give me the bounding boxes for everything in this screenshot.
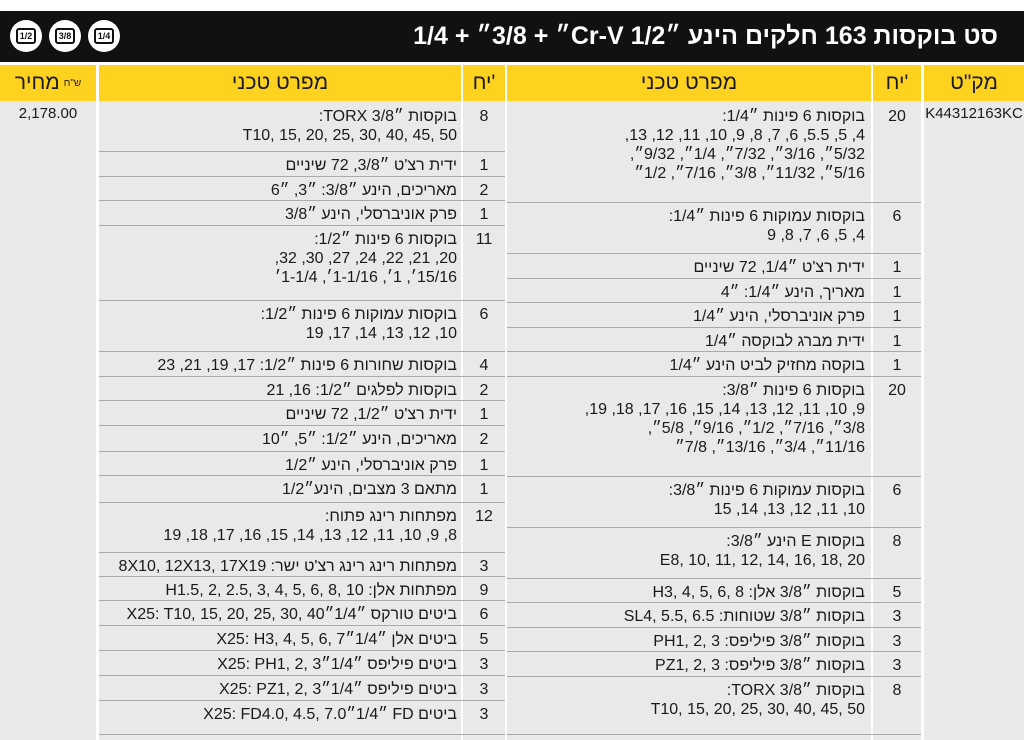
item-spec: בוקסות E הינע ״3/8: E8, 10, 11, 12, 14, 16, 18, 20	[659, 533, 865, 569]
table-row	[507, 377, 921, 477]
sku-header: מק"ט	[924, 65, 1024, 101]
table-row	[507, 352, 921, 377]
table-row	[99, 577, 505, 601]
item-spec: בוקסות 6 פינות ״1/4: 4, 5, 5.5, 6, 7, 8, 9, 10, 11, 12, 13, 5/32״, 3/16״, 7/32״, 1/4״, 9/32״, 5/16״, 11/32״, 3/8״, 7/16״, 1/2״	[624, 108, 865, 182]
table-row	[99, 377, 505, 401]
item-spec: מאריכים, הינע ״1/2: ״5, ״10	[261, 431, 457, 448]
item-quantity: 1	[892, 259, 902, 276]
drive-badge-icon: 1/4	[88, 20, 120, 52]
table-row	[99, 103, 505, 152]
item-quantity: 20	[888, 382, 906, 399]
table-row	[507, 477, 921, 528]
item-quantity: 3	[892, 608, 902, 625]
table-row	[99, 352, 505, 377]
table-row	[99, 626, 505, 651]
table-row	[99, 503, 505, 553]
table-row	[507, 203, 921, 254]
table-row	[99, 152, 505, 177]
price-unit: ש"ח	[63, 77, 82, 89]
drive-size-badges	[10, 20, 120, 52]
item-quantity: 2	[479, 182, 489, 199]
table-row	[507, 579, 921, 603]
title-bar	[0, 11, 1024, 62]
item-quantity: 20	[888, 108, 906, 125]
table-row	[507, 328, 921, 352]
item-quantity: 3	[892, 633, 902, 650]
item-spec: פרק אוניברסלי, הינע ״1/2	[285, 457, 457, 474]
item-spec: ביטים טורקס ״1/4״X25: T10, 15, 20, 25, 30, 40	[126, 606, 457, 623]
item-quantity: 6	[479, 606, 489, 623]
item-quantity: 3	[479, 681, 489, 698]
item-quantity: 6	[479, 306, 489, 323]
price-header-label: מחיר	[14, 71, 60, 94]
table-row	[507, 677, 921, 735]
item-quantity: 1	[892, 308, 902, 325]
item-quantity: 12	[475, 508, 493, 525]
item-spec: מאריך, הינע ״1/4: ״4	[720, 284, 865, 301]
item-spec: מתאם 3 מצבים, הינע״1/2	[281, 481, 457, 498]
left-spec-header: מפרט טכני	[99, 65, 461, 101]
item-spec: ידית רצ'ט ״3/8, 72 שיניים	[285, 157, 457, 174]
drive-badge-icon: 1/2	[10, 20, 42, 52]
item-quantity: 5	[479, 631, 489, 648]
price-column	[0, 65, 96, 740]
table-row	[99, 401, 505, 426]
left-qty-header: יח'	[463, 65, 505, 101]
table-row	[99, 676, 505, 701]
item-quantity: 1	[479, 406, 489, 423]
item-spec: בוקסות שחורות 6 פינות ״1/2: 17, 19, 21, 23	[157, 357, 457, 374]
item-spec: ביטים אלן ״1/4״X25: H3, 4, 5, 6, 7	[216, 631, 457, 648]
item-spec: בוקסות עמוקות 6 פינות ״1/4: 4, 5, 6, 7, 8, 9	[668, 208, 865, 244]
item-spec: ידית מברג לבוקסה ״1/4	[704, 333, 865, 350]
item-quantity: 6	[892, 482, 902, 499]
right-qty-header: יח'	[873, 65, 921, 101]
table-row	[99, 651, 505, 676]
item-quantity: 1	[479, 457, 489, 474]
table-row	[507, 652, 921, 677]
item-spec: ביטים FD ״1/4״X25: FD4.0, 4.5, 7.0	[203, 706, 457, 723]
item-spec: פרק אוניברסלי, הינע ״3/8	[285, 206, 457, 223]
item-quantity: 5	[892, 584, 902, 601]
table-row	[507, 103, 921, 203]
item-quantity: 1	[892, 284, 902, 301]
item-quantity: 1	[479, 157, 489, 174]
item-quantity: 8	[892, 533, 902, 550]
item-quantity: 1	[479, 481, 489, 498]
table-row	[507, 303, 921, 328]
item-spec: בוקסות 6 פינות ״1/2: 20, 21, 22, 24, 27, 30, 32, 15/16׳, 1׳, 1-1/16׳, 1-1/4׳	[274, 231, 457, 286]
item-quantity: 11	[475, 231, 493, 248]
item-spec: בוקסה מחזיק לביט הינע ״1/4	[669, 357, 865, 374]
item-quantity: 3	[479, 558, 489, 575]
table-row	[507, 628, 921, 652]
table-row	[507, 603, 921, 628]
table-row	[99, 426, 505, 452]
sku-column	[924, 65, 1024, 740]
table-row	[99, 301, 505, 352]
item-spec: פרק אוניברסלי, הינע ״1/4	[693, 308, 865, 325]
item-spec: ידית רצ'ט ״1/2, 72 שיניים	[285, 406, 457, 423]
item-quantity: 1	[892, 333, 902, 350]
page-title: סט בוקסות 163 חלקים הינע ״Cr-V 1/2״ + 3/8״ + 1/4	[413, 22, 998, 50]
item-spec: בוקסות ״3/8 שטוחות: SL4, 5.5, 6.5	[623, 608, 865, 625]
table-row	[507, 254, 921, 279]
table-row	[99, 476, 505, 503]
item-spec: ידית רצ'ט ״1/4, 72 שיניים	[693, 259, 865, 276]
item-quantity: 1	[892, 357, 902, 374]
item-quantity: 1	[479, 206, 489, 223]
item-quantity: 4	[479, 357, 489, 374]
price-value: 2,178.00	[18, 105, 78, 122]
item-spec: בוקסות ״TORX 3/8: T10, 15, 20, 25, 30, 40, 45, 50	[242, 108, 457, 144]
sku-value: K44312163KC	[925, 105, 1023, 122]
item-quantity: 2	[479, 431, 489, 448]
drive-badge-icon: 3/8	[49, 20, 81, 52]
right-spec-header: מפרט טכני	[507, 65, 871, 101]
item-quantity: 9	[479, 582, 489, 599]
item-quantity: 8	[479, 108, 489, 125]
table-row	[507, 279, 921, 303]
table-row	[99, 701, 505, 735]
item-spec: מפתחות אלן: H1.5, 2, 2.5, 3, 4, 5, 6, 8, 10	[165, 582, 457, 599]
item-quantity: 3	[479, 656, 489, 673]
item-spec: בוקסות 6 פינות ״3/8: 9, 10, 11, 12, 13, 14, 15, 16, 17, 18, 19, 3/8״, 7/16״, 1/2״, 9/16״, 5/8״, 11/16״, 3/4״, 13/16״, 7/8״	[584, 382, 865, 456]
item-quantity: 3	[892, 657, 902, 674]
item-spec: מאריכים, הינע ״3/8: ״3, ״6	[270, 182, 457, 199]
item-quantity: 6	[892, 208, 902, 225]
item-spec: מפתחות רינג רינג רצ'ט ישר: 8X10, 12X13, 17X19	[118, 558, 457, 575]
item-spec: בוקסות לפלגים ״1/2: 16, 21	[266, 382, 457, 399]
item-spec: בוקסות ״TORX 3/8: T10, 15, 20, 25, 30, 40, 45, 50	[650, 682, 865, 718]
table-row	[99, 177, 505, 201]
item-quantity: 8	[892, 682, 902, 699]
item-spec: ביטים פיליפס ״1/4״X25: PH1, 2, 3	[217, 656, 457, 673]
item-spec: בוקסות עמוקות 6 פינות ״1/2: 10, 12, 13, 14, 17, 19	[260, 306, 457, 342]
table-row	[99, 226, 505, 301]
table-row	[99, 201, 505, 226]
table-row	[99, 601, 505, 626]
item-spec: בוקסות עמוקות 6 פינות ״3/8: 10, 11, 12, 13, 14, 15	[668, 482, 865, 518]
item-quantity: 2	[479, 382, 489, 399]
table-row	[99, 553, 505, 577]
item-spec: בוקסות ״3/8 פיליפס: PZ1, 2, 3	[655, 657, 865, 674]
table-row	[507, 528, 921, 579]
item-spec: ביטים פיליפס ״1/4״X25: PZ1, 2, 3	[218, 681, 457, 698]
item-spec: מפתחות רינג פתוח: 8, 9, 10, 11, 12, 13, 14, 15, 16, 17, 18, 19	[163, 508, 457, 544]
table-row	[99, 452, 505, 476]
item-spec: בוקסות ״3/8 אלן: H3, 4, 5, 6, 8	[652, 584, 865, 601]
item-quantity: 3	[479, 706, 489, 723]
price-header	[0, 65, 96, 101]
item-spec: בוקסות ״3/8 פיליפס: PH1, 2, 3	[653, 633, 865, 650]
